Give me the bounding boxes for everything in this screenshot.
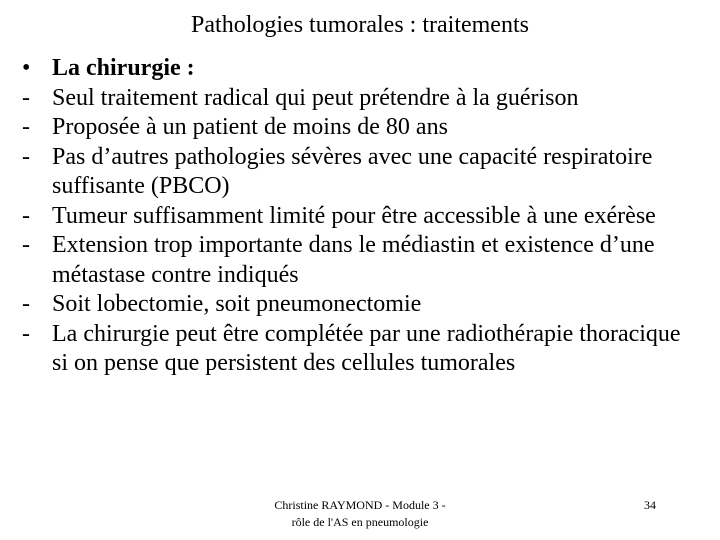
list-item-text: La chirurgie peut être complétée par une radiothérapie thoracique si on pense que persistent des cellules tumorales (52, 320, 681, 376)
dash-marker: - (22, 291, 30, 317)
list-item-text: Tumeur suffisamment limité pour être accessible à une exérèse (52, 202, 656, 229)
list-item-text: Extension trop importante dans le médiastin et existence d’une métastase contre indiqués (52, 232, 655, 288)
bullet-marker: • (22, 55, 31, 81)
slide-content (22, 54, 702, 379)
page-number: 34 (644, 498, 656, 512)
list-item (22, 231, 702, 290)
dash-marker: - (22, 320, 30, 347)
list-item (22, 202, 702, 232)
heading-text: La chirurgie : (52, 55, 195, 81)
list-item (22, 143, 702, 202)
dash-marker: - (22, 143, 30, 170)
list-item-text: Pas d’autres pathologies sévères avec une capacité respiratoire suffisante (PBCO) (52, 143, 653, 199)
dash-marker: - (22, 114, 30, 140)
footer-author (230, 497, 490, 531)
list-item-text: Seul traitement radical qui peut prétendre à la guérison (52, 84, 579, 111)
dash-marker: - (22, 232, 30, 258)
slide-title: Pathologies tumorales : traitements (191, 12, 529, 38)
list-item (22, 84, 702, 114)
dash-marker: - (22, 84, 30, 111)
heading-bullet (22, 54, 702, 84)
footer-author-line1: Christine RAYMOND - Module 3 - (274, 498, 446, 512)
list-item (22, 290, 702, 320)
list-item (22, 320, 702, 379)
dash-marker: - (22, 202, 30, 229)
list-item-text: Proposée à un patient de moins de 80 ans (52, 114, 448, 140)
footer-author-line2: rôle de l'AS en pneumologie (291, 515, 429, 529)
list-item-text: Soit lobectomie, soit pneumonectomie (52, 291, 422, 317)
list-item (22, 113, 702, 143)
